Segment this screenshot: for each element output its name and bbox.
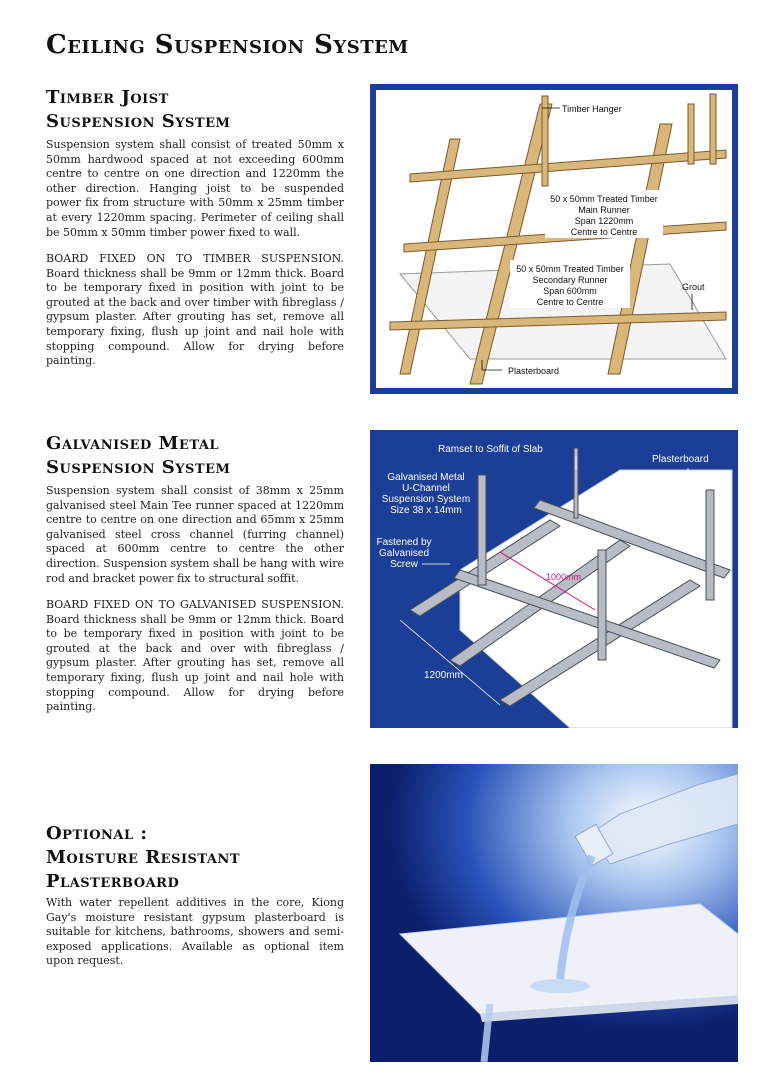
fastened-label-1: Fastened by (376, 537, 432, 548)
metal-title-line1: Galvanised Metal (46, 433, 220, 454)
timber-title-line1: Timber Joist (46, 87, 169, 108)
fastened-label-3: Screw (390, 559, 418, 570)
fastened-label-2: Galvanised (378, 548, 430, 559)
timber-section-title (46, 86, 230, 134)
dim-1200-label: 1200mm (424, 670, 463, 681)
timber-title-line2: Suspension System (46, 111, 231, 132)
dim-450-label: 450mm (644, 696, 678, 707)
metal-title-line2: Suspension System (46, 457, 231, 478)
timber-hanger-label: Timber Hanger (562, 104, 622, 114)
timber-paragraph-1: Suspension system shall consist of treated 50mm x 50mm hardwood spaced at not exceeding 600mm centre to centre on one direction and 1220mm the other direction. Hanging joist to be suspended power fix from structure with 50mm x 25mm timber at every 1220mm spacing. Perimeter of ceiling shall be 50mm x 50mm timber power fixed to wall. (46, 138, 344, 239)
secondary-runner-label-3: Span 600mm (543, 286, 597, 296)
timber-paragraph-2: BOARD FIXED ON TO TIMBER SUSPENSION. Board thickness shall be 9mm or 12mm thick. Board to be temporary fixed in position with joint to be grouted at the back and over timber with fibreglass / gypsum plaster. After grouting has set, remove all temporary fixing, flush up joint and nail hole with stopping compound. Allow for drying before painting. (46, 252, 344, 368)
secondary-runner-label-1: 50 x 50mm Treated Timber (516, 264, 624, 274)
main-runner-label-1: 50 x 50mm Treated Timber (550, 194, 658, 204)
plasterboard-label: Plasterboard (508, 366, 560, 376)
metal-diagram (370, 430, 738, 728)
uchannel-label-1: Galvanised Metal (387, 472, 465, 483)
secondary-runner-label-4: Centre to Centre (536, 297, 604, 307)
metal-plasterboard-label: Plasterboard (652, 454, 709, 465)
optional-title-line1: Optional : (46, 823, 148, 844)
uchannel-label-2: U-Channel (402, 483, 450, 494)
main-runner-label-3: Span 1220mm (574, 216, 634, 226)
metal-section-title (46, 432, 230, 480)
optional-title-line2: Moisture Resistant (46, 847, 241, 868)
uchannel-label-3: Suspension System (381, 494, 471, 505)
uchannel-label-4: Size 38 x 14mm (390, 505, 462, 516)
metal-paragraph-2: BOARD FIXED ON TO GALVANISED SUSPENSION. Board thickness shall be 9mm or 12mm thick. Board to be temporary fixed in position with joint to be grouted at the back and over with fibreglass / gypsum plaster. After grouting has set, remove all temporary fixing, flush up joint and nail hole with stopping compound. Allow for drying before painting. (46, 598, 344, 714)
optional-section-title (46, 822, 240, 894)
secondary-runner-label-2: Secondary Runner (532, 275, 608, 285)
page-title: Ceiling Suspension System (46, 30, 409, 60)
timber-diagram (370, 84, 738, 394)
moisture-photo (370, 764, 738, 1062)
metal-paragraph-1: Suspension system shall consist of 38mm x 25mm galvanised steel Main Tee runner spaced at 1220mm centre to centre on one direction and 65mm x 25mm galvanised steel cross channel (furring channel) spaced at 600mm centre to centre the other direction. Suspension system shall be hang with wire rod and bracket power fix to structural soffit. (46, 484, 344, 585)
ramset-label: Ramset to Soffit of Slab (438, 444, 543, 455)
optional-title-line3: Plasterboard (46, 871, 180, 892)
dim-1000-label: 1000mm (546, 572, 582, 582)
main-runner-label-2: Main Runner (578, 205, 630, 215)
main-runner-label-4: Centre to Centre (570, 227, 638, 237)
optional-paragraph: With water repellent additives in the core, Kiong Gay's moisture resistant gypsum plasterboard is suitable for kitchens, bathrooms, showers and semi-exposed applications. Available as optional item upon request. (46, 896, 344, 968)
grout-label: Grout (682, 282, 705, 292)
